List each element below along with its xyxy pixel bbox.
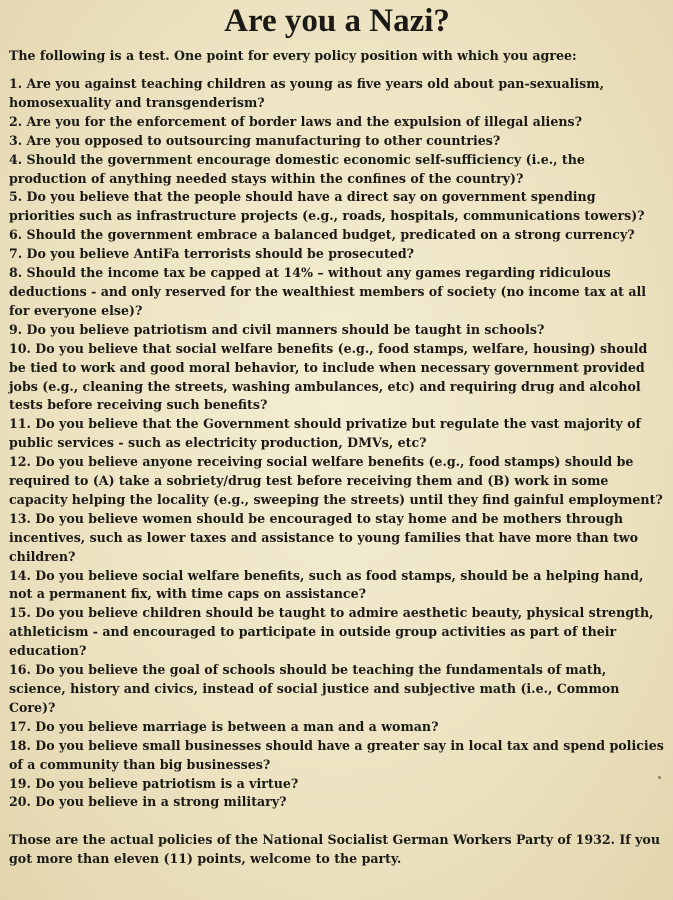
question-item: 15. Do you believe children should be taught to admire aesthetic beauty, physical strength, athleticism - and encouraged to participate in outside group activities as part of their education? (9, 605, 654, 659)
question-item: 2. Are you for the enforcement of border laws and the expulsion of illegal aliens? (9, 113, 582, 129)
question-item: 19. Do you believe patriotism is a virtue? (9, 775, 299, 791)
question-item: 7. Do you believe AntiFa terrorists should be prosecuted? (9, 246, 414, 262)
page-title: Are you a Nazi? (224, 3, 450, 39)
question-item: 9. Do you believe patriotism and civil manners should be taught in schools? (9, 321, 545, 337)
question-item: 11. Do you believe that the Government should privatize but regulate the vast majority of public services - such as electricity production, DMVs, etc? (9, 416, 641, 451)
question-item: 5. Do you believe that the people should have a direct say on government spending priorities such as infrastructure projects (e.g., roads, hospitals, communications towers)? (9, 189, 645, 224)
question-item: 14. Do you believe social welfare benefits, such as food stamps, should be a helping hand, not a permanent fix, with time caps on assistance? (9, 567, 644, 602)
question-item: 20. Do you believe in a strong military? (9, 794, 287, 810)
question-item: 16. Do you believe the goal of schools should be teaching the fundamentals of math, science, history and civics, instead of social justice and subjective math (i.e., Common Core)? (9, 662, 620, 715)
closing-text: Those are the actual policies of the National Socialist German Workers Party of 1932. If you got more than eleven (11) points, welcome to the party. (9, 832, 660, 867)
intro-text: The following is a test. One point for every policy position with which you agree: (9, 48, 577, 63)
question-list (9, 75, 665, 812)
question-item: 10. Do you believe that social welfare benefits (e.g., food stamps, welfare, housing) should be tied to work and good moral behavior, to include when necessary government provided jobs (e.g., cleaning the streets, washing ambulances, etc) and requiring drug and alcohol tests before receiving such benefits? (9, 340, 648, 413)
question-item: 4. Should the government encourage domestic economic self-sufficiency (i.e., the production of anything needed stays within the confines of the country)? (9, 151, 585, 186)
question-item: 6. Should the government embrace a balanced budget, predicated on a strong currency? (9, 227, 635, 243)
question-item: 8. Should the income tax be capped at 14% – without any games regarding ridiculous deductions - and only reserved for the wealthiest members of society (no income tax at all for everyone else)? (9, 265, 647, 318)
question-item: 3. Are you opposed to outsourcing manufacturing to other countries? (9, 132, 501, 148)
question-item: 18. Do you believe small businesses should have a greater say in local tax and spend policies of a community than big businesses? (9, 737, 664, 772)
question-item: 12. Do you believe anyone receiving social welfare benefits (e.g., food stamps) should be required to (A) take a sobriety/drug test before receiving them and (B) work in some capacity helping the locality (e.g., sweeping the streets) until they find gainful employment? (9, 454, 663, 507)
question-item: 13. Do you believe women should be encouraged to stay home and be mothers through incentives, such as lower taxes and assistance to young families that have more than two children? (9, 510, 639, 564)
question-item: 17. Do you believe marriage is between a man and a woman? (9, 718, 439, 734)
question-item: 1. Are you against teaching children as young as five years old about pan-sexualism, homosexuality and transgenderism? (9, 76, 604, 110)
paper-speck (658, 776, 661, 779)
